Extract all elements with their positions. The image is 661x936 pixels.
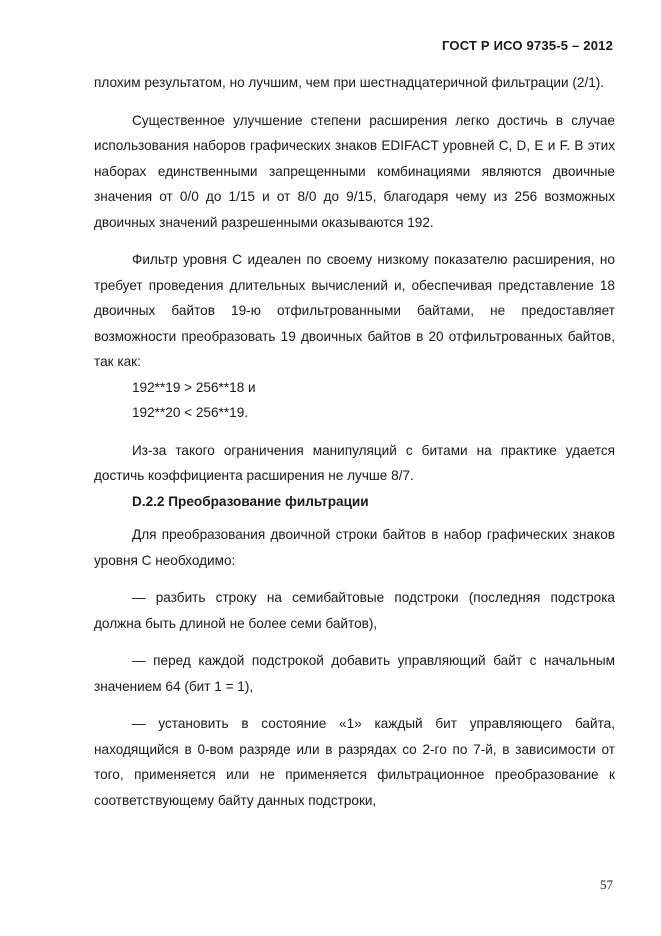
paragraph-conversion-intro: Для преобразования двоичной строки байтов в набор графических знаков уровня C необходимо: bbox=[94, 527, 615, 568]
list-item-control-byte: — перед каждой подстрокой добавить управляющий байт с начальным значением 64 (бит 1 = 1), bbox=[94, 653, 615, 694]
page-number: 57 bbox=[600, 877, 613, 892]
document-body bbox=[94, 70, 615, 813]
paragraph-continuation: плохим результатом, но лучшим, чем при шестнадцатеричной фильтрации (2/1). bbox=[94, 75, 605, 90]
formula-line-1: 192**19 > 256**18 и bbox=[132, 379, 256, 395]
list-item-split: — разбить строку на семибайтовые подстроки (последняя подстрока должна быть длиной не более семи байтов), bbox=[94, 590, 615, 631]
paragraph-level-c-filter: Фильтр уровня C идеален по своему низкому показателю расширения, но требует проведения длительных вычислений и, обеспечивая представление 18 двоичных байтов 19-ю отфильтрованными байтами, не предоставляет возможности преобразовать 19 двоичных байтов в 20 отфильтрованных байтов, так как: bbox=[94, 252, 615, 369]
document-header: ГОСТ Р ИСО 9735-5 – 2012 bbox=[442, 38, 613, 53]
section-heading: D.2.2 Преобразование фильтрации bbox=[132, 493, 369, 509]
list-item-set-bits: — установить в состояние «1» каждый бит управляющего байта, находящийся в 0-вом разряде или в разрядах со 2-го по 7-й, в зависимости от того, применяется или не применяется фильтрационное преобразование к соответствующему байту данных подстроки, bbox=[94, 716, 615, 808]
paragraph-bit-limitation: Из-за такого ограничения манипуляций с битами на практике удается достичь коэффициента расширения не лучше 8/7. bbox=[94, 442, 615, 483]
paragraph-edifact: Существенное улучшение степени расширения легко достичь в случае использования наборов графических знаков EDIFACT уровней C, D, E и F. В этих наборах единственными запрещенными комбинациями являются двоичные значения от 0/0 до 1/15 и от 8/0 до 9/15, благодаря чему из 256 возможных двоичных значений разрешенными оказываются 192. bbox=[94, 112, 615, 230]
formula-line-2: 192**20 < 256**19. bbox=[132, 405, 249, 420]
